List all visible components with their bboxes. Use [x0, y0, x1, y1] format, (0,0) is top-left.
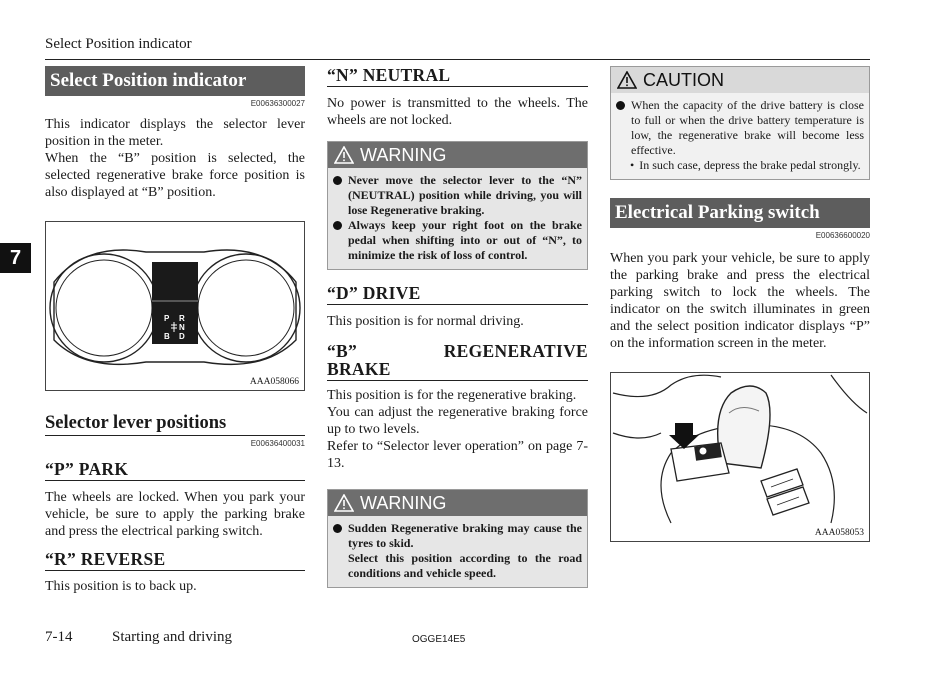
reverse-text: This position is to back up. [45, 579, 197, 594]
warning-item: Never move the selector lever to the “N” (NEUTRAL) position while driving, you will lose Regenerative braking. [333, 173, 582, 218]
brake-heading: “B” REGENERATIVE BRAKE [327, 341, 588, 379]
caution-header [611, 67, 869, 93]
eps-section-code: E00636600020 [815, 231, 870, 240]
warning-body [328, 168, 587, 269]
caution-subitem: • In such case, depress the brake pedal strongly. [630, 158, 861, 172]
glyph-p: P [164, 314, 170, 323]
intro-paragraph-1: This indicator displays the selector lever position in the meter. [45, 117, 305, 149]
warning-item: Always keep your right foot on the brake pedal when shifting into or out of “N”, to minimize the risk of loss of control. [333, 218, 582, 263]
selector-positions-code: E00636400031 [250, 439, 305, 448]
neutral-heading: “N” NEUTRAL [327, 66, 588, 87]
column-1 [45, 66, 305, 595]
park-text: The wheels are locked. When you park your vehicle, be sure to apply the parking brake and press the electrical parking switch. [45, 490, 305, 539]
glyph-d: D [179, 332, 185, 341]
parking-switch-figure [610, 372, 870, 542]
chapter-tab: 7 [0, 243, 31, 273]
warning-triangle-icon [334, 146, 354, 164]
glyph-n: N [179, 323, 185, 332]
warning-box-1 [327, 141, 588, 270]
sub-bullet-icon: • [630, 158, 635, 172]
bullet-icon [616, 101, 625, 110]
warning-label: WARNING [360, 145, 447, 165]
brake-text-3: Refer to “Selector lever operation” on page 7-13. [327, 439, 588, 471]
bullet-icon [333, 176, 342, 185]
warning-label: WARNING [360, 493, 447, 513]
glyph-r: R [179, 314, 185, 323]
bullet-icon [333, 221, 342, 230]
document-code: OGGE14E5 [412, 634, 466, 645]
meter-figure [45, 221, 305, 391]
caution-label: CAUTION [643, 70, 724, 90]
figure-label: AAA058066 [249, 377, 299, 387]
caution-item: When the capacity of the drive battery is close to full or when the drive battery temperature is low, the regenerative brake will become less effective. [616, 98, 864, 158]
bullet-icon [333, 524, 342, 533]
eps-text: When you park your vehicle, be sure to apply the parking brake and press the electrical parking switch to lock the wheels. The indicator on the switch illuminates in green and the select position indicator displays “P” on the information screen in the meter. [610, 251, 870, 351]
caution-body [611, 93, 869, 179]
selector-positions-heading: Selector lever positions [45, 413, 305, 436]
warning-body [328, 516, 587, 587]
drive-heading: “D” DRIVE [327, 284, 588, 305]
warning-triangle-icon [334, 494, 354, 512]
brake-text-1: This position is for the regenerative braking. [327, 388, 577, 403]
reverse-heading: “R” REVERSE [45, 550, 305, 571]
page-number: 7-14 [45, 629, 73, 645]
column-3 [610, 66, 870, 542]
eps-section-title: Electrical Parking switch [610, 198, 870, 228]
section-code: E00636300027 [250, 99, 305, 108]
park-heading: “P” PARK [45, 460, 305, 481]
column-2 [327, 66, 588, 588]
warning-header [328, 490, 587, 516]
drive-text: This position is for normal driving. [327, 314, 524, 329]
warning-header [328, 142, 587, 168]
caution-box [610, 66, 870, 180]
section-title: Select Position indicator [45, 66, 305, 96]
parking-switch-illustration [611, 373, 869, 541]
warning-box-2 [327, 489, 588, 588]
glyph-b: B [164, 332, 170, 341]
section-name: Starting and driving [112, 629, 232, 645]
brake-text-2: You can adjust the regenerative braking force up to two levels. [327, 405, 588, 437]
warning-item: Sudden Regenerative braking may cause the tyres to skid. Select this position according to the road conditions and vehicle speed. [333, 521, 582, 581]
caution-triangle-icon [617, 71, 637, 89]
meter-illustration [46, 222, 304, 390]
intro-paragraph-2: When the “B” position is selected, the selected regenerative brake force position is also displayed at “B” position. [45, 151, 305, 200]
header-rule [45, 59, 870, 60]
running-header: Select Position indicator [45, 36, 192, 52]
neutral-text: No power is transmitted to the wheels. The wheels are not locked. [327, 96, 588, 128]
figure-label: AAA058053 [814, 528, 864, 538]
